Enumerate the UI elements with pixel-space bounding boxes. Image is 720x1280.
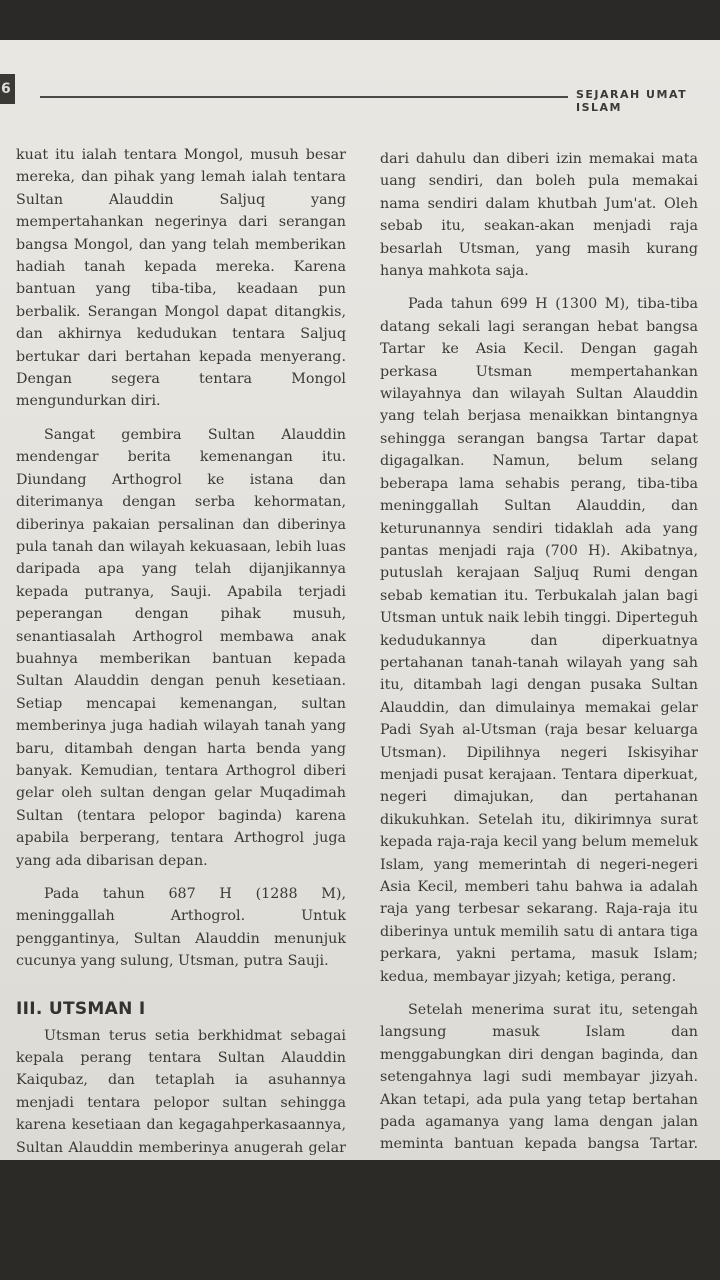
section-heading: III. UTSMAN I [16, 998, 146, 1019]
paragraph: Sangat gembira Sultan Alauddin mendengar berita kemenangan itu. Diundang Arthogrol ke istana dan diterimanya dengan serba kehormatan, diberinya pakaian persalinan dan diberinya pula tanah dan wilayah kekuasaan, lebih luas daripada apa yang telah dijanjikannya kepada putranya, Sauji. Apabila terjadi peperangan dengan pihak musuh, senantiasalah Arthogrol membawa anak buahnya memberikan bantuan kepada Sultan Alauddin dengan penuh kesetiaan. Setiap mencapai kemenangan, sultan memberinya juga hadiah wilayah tanah yang baru, ditambah dengan harta benda yang banyak. Kemudian, tentara Arthogrol diberi gelar oleh sultan dengan gelar Muqadimah Sultan (tentara pelopor baginda) karena apabila berperang, tentara Arthogrol juga yang ada dibarisan depan. [16, 426, 346, 869]
paragraph: Setelah menerima surat itu, setengah langsung masuk Islam dan menggabungkan diri dengan baginda, dan setengahnya lagi sudi membayar jizyah. Akan tetapi, ada pula yang tetap bertahan pada agamanya yang lama dengan jalan meminta bantuan kepada bangsa Tartar. [380, 1002, 698, 1153]
background-top [0, 0, 720, 44]
left-column [16, 144, 346, 1215]
right-column [380, 148, 698, 1234]
paragraph: kuat itu ialah tentara Mongol, musuh besar mereka, dan pihak yang lemah ialah tentara Sultan Alauddin Saljuq yang mempertahankan negerinya dari serangan bangsa Mongol, dan yang telah memberikan hadiah tanah kepada mereka. Karena bantuan yang tiba-tiba, keadaan pun berbalik. Serangan Mongol dapat ditangkis, dan akhirnya kedudukan tentara Saljuq bertukar dari bertahan kepada menyerang. Dengan segera tentara Mongol mengundurkan diri. [16, 147, 346, 410]
paragraph: Pada tahun 699 H (1300 M), tiba-tiba datang sekali lagi serangan hebat bangsa Tartar ke Asia Kecil. Dengan gagah perkasa Utsman mempertahankan wilayahnya dan wilayah Sultan Alauddin yang telah berjasa menaikkan bintangnya sehingga serangan bangsa Tartar dapat digagalkan. Namun, belum selang beberapa lama sehabis perang, tiba-tiba meninggallah Sultan Alauddin, dan keturunannya sendiri tidaklah ada yang pantas menjadi raja (700 H). Akibatnya, putuslah kerajaan Saljuq Rumi dengan sebab kematian itu. Terbukalah jalan bagi Utsman untuk naik lebih tinggi. Diperteguh kedudukannya dan diperkuatnya pertahanan tanah-tanah wilayah yang sah itu, ditambah lagi dengan pusaka Sultan Alauddin, dan dimulainya memakai gelar Padi Syah al-Utsman (raja besar keluarga Utsman). Dipilihnya negeri Iskisyihar menjadi pusat kerajaan. Tentara diperkuat, negeri dimajukan, dan pertahanan dikukuhkan. Setelah itu, dikirimnya surat kepada raja-raja kecil yang belum memeluk Islam, yang memerintah di negeri-negeri Asia Kecil, memberi tahu bahwa ia adalah raja yang terbesar sekarang. Raja-raja itu diberinya untuk memilih satu di antara tiga perkara, yakni pertama, masuk Islam; kedua, membayar jizyah; ketiga, perang. [380, 296, 698, 985]
header-rule [40, 96, 568, 98]
running-head: SEJARAH UMAT ISLAM [576, 88, 688, 114]
paragraph: Pada tahun 687 H (1288 M), meninggallah Arthogrol. Untuk penggantinya, Sultan Alauddin menunjuk cucunya yang sulung, Utsman, putra Sauji. [16, 886, 346, 970]
background-bottom [0, 1160, 720, 1280]
page-number: 6 [0, 74, 15, 104]
paragraph: Utsman terus setia berkhidmat sebagai kepala perang tentara Sultan Alauddin Kaiqubaz, dan tetaplah ia asuhannya menjadi tentara pelopor sultan sehingga karena kesetiaan dan kegagahperkasaannya, Sultan Alauddin memberinya anugerah gelar [16, 1027, 346, 1156]
paragraph: dari dahulu dan diberi izin memakai mata uang sendiri, dan boleh pula memakai nama sendiri dalam khutbah Jum'at. Oleh sebab itu, seakan-akan menjadi raja besarlah Utsman, yang masih kurang hanya mahkota saja. [380, 151, 698, 280]
